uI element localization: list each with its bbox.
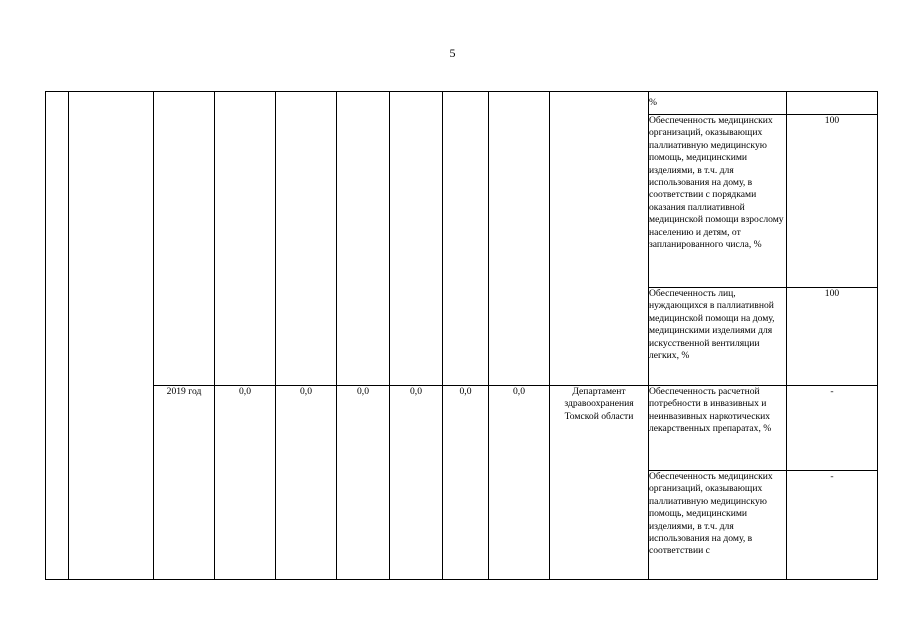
finance-cell [215,92,276,386]
finance-cell [390,92,443,386]
indicator-cell [649,288,787,386]
indicator-cell [649,471,787,580]
table-row [46,386,878,471]
year-cell [154,92,215,386]
value-cell: - [787,386,878,471]
finance-cell: 0,0 [443,386,489,580]
department-cell [550,92,649,386]
finance-cell [489,92,550,386]
value-cell: 100 [787,115,878,288]
indicator-cell [649,386,787,471]
indicator-text: % [649,97,657,108]
col-name-cell [69,92,154,580]
indicator-text: Обеспеченность лиц, нуждающихся в паллиативной медицинской помощи на дому, медицинскими изделиями для искусственной вентиляции легких, % [649,288,775,362]
finance-cell [443,92,489,386]
value-cell: 100 [787,288,878,386]
finance-cell: 0,0 [215,386,276,580]
indicator-cell [649,92,787,115]
year-cell: 2019 год [154,386,215,580]
finance-cell: 0,0 [337,386,390,580]
finance-cell [337,92,390,386]
value-cell: - [787,471,878,580]
finance-cell: 0,0 [390,386,443,580]
program-table [45,91,878,580]
finance-cell [276,92,337,386]
finance-cell: 0,0 [276,386,337,580]
indicator-text: Обеспеченность медицинских организаций, оказывающих паллиативную медицинскую помощь, медицинскими изделиями, в т.ч. для использования на дому, в соответствии с порядками оказания паллиативной медицинской помощи взрослому населению и детям, от запланированного числа, % [649,115,784,251]
indicator-cell [649,115,787,288]
col-number-cell [46,92,69,580]
table-row [46,92,878,115]
department-cell: Департамент здравоохранения Томской области [550,386,649,580]
indicator-text: Обеспеченность медицинских организаций, оказывающих паллиативную медицинскую помощь, медицинскими изделиями, в т.ч. для использования на дому, в соответствии с [649,471,773,557]
page-number: 5 [449,46,456,60]
indicator-text: Обеспеченность расчетной потребности в инвазивных и неинвазивных наркотических лекарственных препаратах, % [649,386,772,435]
value-cell [787,92,878,115]
finance-cell: 0,0 [489,386,550,580]
